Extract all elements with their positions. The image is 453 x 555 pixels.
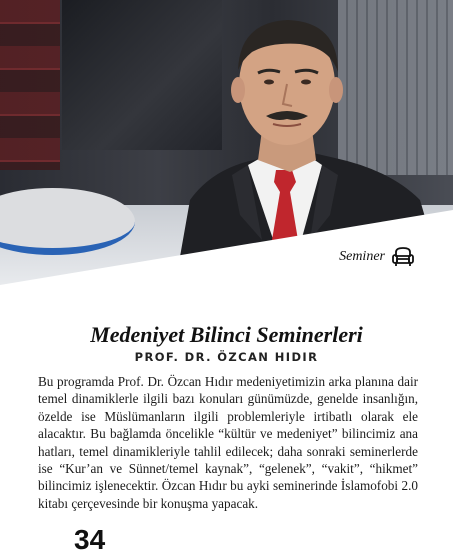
page-number: 34: [74, 524, 106, 555]
section-label: Seminer: [339, 249, 385, 264]
section-tag: [339, 246, 415, 268]
article-title: Medeniyet Bilinci Seminerleri: [90, 322, 363, 347]
article-body: Bu programda Prof. Dr. Özcan Hıdır medeniyetimizin arka planına dair temel dinamiklerle ilgili bazı konuları günümüzde, genelde insanlığın, özelde ise Müslümanların ilgili problemleriyle irtibatlı olarak ele alacaktır. Bu bağlamda öncelikle “kültür ve medeniyet” bilincimiz ana hatları, temel dinamikleriyle tahlil edilecek; daha sonraki seminerlerde ise “Kur’an ve Sünnet/temel kaynak”, “gelenek”, “vakit”, “hikmet” bilincimiz işlenecektir. Özcan Hıdır bu ayki seminerinde İslamofobi 2.0 kitabı çerçevesinde bir konuşma yapacak.: [38, 374, 418, 511]
article-author: PROF. DR. ÖZCAN HIDIR: [134, 350, 319, 364]
armchair-icon: [391, 246, 415, 268]
